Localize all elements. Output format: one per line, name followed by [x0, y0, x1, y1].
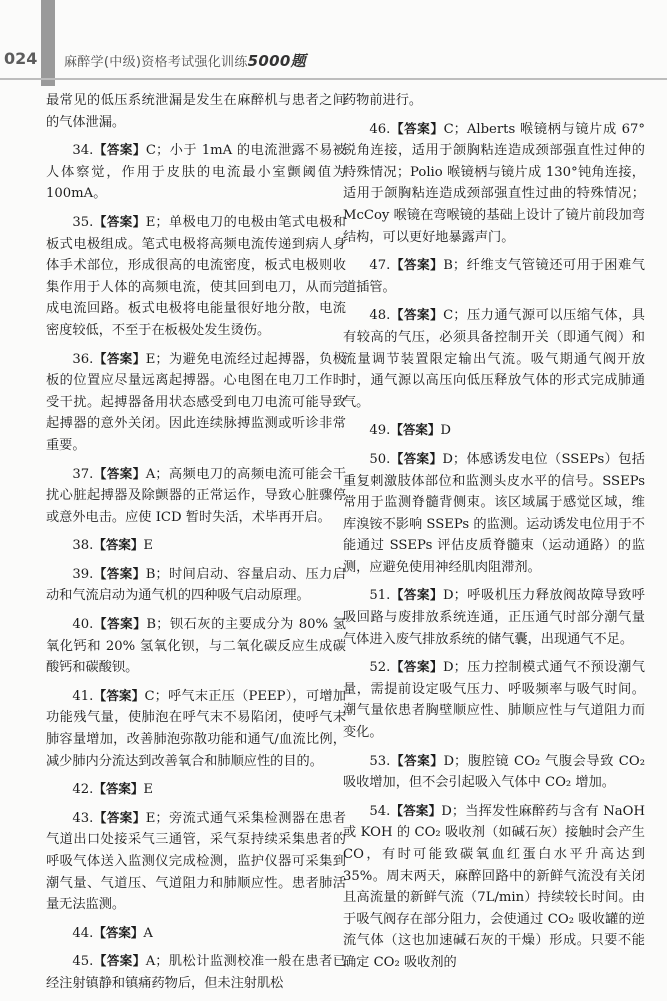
- answer-number: 41.: [72, 688, 94, 704]
- answer-bracket-open: 【: [93, 537, 106, 553]
- answer-number: 50.: [369, 451, 391, 467]
- answer-bracket-close: 】: [430, 752, 444, 768]
- answer-bracket-open: 【: [390, 422, 403, 438]
- answer-item: [343, 254, 645, 298]
- answer-label: 答案: [402, 422, 428, 438]
- left-column: [46, 90, 346, 1001]
- answer-text: B；钡石灰的主要成分为 80% 氢氧化钙和 20% 氢氧化钡，与二氧化碳反应生成碳酸钙和碳酸钡。: [46, 617, 346, 676]
- answer-label: 答案: [404, 257, 431, 273]
- answer-text: C；呼气末正压（PEEP），可增加功能残气量，使肺泡在呼气末不易陷闭，使呼气末肺容量增加，改善肺泡弥散功能和通气/血流比例，减少肺内分流达到改善氧合和肺顺应性的目的。: [46, 688, 346, 769]
- answer-bracket-open: 【: [93, 565, 107, 581]
- answer-bracket-close: 】: [427, 422, 441, 438]
- answer-number: 54.: [369, 803, 391, 819]
- answer-label: 答案: [106, 565, 133, 581]
- answer-bracket-open: 【: [390, 802, 404, 818]
- answer-bracket-close: 】: [429, 659, 443, 675]
- answer-bracket-close: 】: [131, 687, 145, 703]
- answer-label: 答案: [403, 307, 431, 323]
- answer-bracket-close: 】: [430, 307, 444, 323]
- answer-item: [343, 750, 645, 794]
- answer-number: 39.: [72, 566, 94, 582]
- answer-text: A；高频电刀的高频电流可能会干扰心脏起搏器及除颤器的正常运作，导致心脏骤停或意外电击。应使 ICD 暂时失活，术毕再开启。: [46, 466, 346, 525]
- answer-item: [46, 139, 346, 205]
- answer-label: 答案: [106, 809, 133, 825]
- answer-text: D；当挥发性麻醉药与含有 NaOH 或 KOH 的 CO₂ 吸收剂（如碱石灰）接触时会产生 CO，有时可能致碳氧血红蛋白水平升高达到 35%。周末两天，麻醉回路中的新鲜气流没有关闭且高流量的新鲜气流（7L/min）持续较长时间。由于吸气阀存在部分阻力，会使通过 CO₂ 吸收罐的逆流气体（这也加速碱石灰的干燥）形成。只要不能确定 CO₂ 吸收剂的: [343, 803, 645, 970]
- answer-bracket-close: 】: [429, 450, 443, 466]
- answer-label: 答案: [107, 616, 134, 632]
- answer-item: [46, 613, 346, 679]
- answer-bracket-open: 【: [390, 307, 404, 323]
- answer-bracket-open: 【: [93, 616, 108, 632]
- answer-number: 46.: [369, 121, 391, 137]
- answer-bracket-open: 【: [93, 953, 107, 969]
- answer-bracket-open: 【: [93, 687, 107, 703]
- answer-number: 44.: [72, 925, 94, 941]
- answer-bracket-close: 】: [133, 616, 147, 632]
- answer-item: [46, 807, 346, 916]
- answer-label: 答案: [403, 587, 430, 603]
- answer-bracket-close: 】: [428, 802, 442, 818]
- answer-bracket-close: 】: [132, 809, 146, 825]
- answer-item: [46, 950, 346, 994]
- answer-bracket-open: 【: [93, 465, 107, 481]
- book-title-bold: 5000题: [247, 52, 306, 70]
- header-rule: [0, 78, 667, 80]
- answer-text: E: [143, 782, 154, 798]
- answer-label: 答案: [404, 752, 431, 768]
- answer-bracket-open: 【: [390, 587, 404, 603]
- answer-item: [46, 534, 346, 557]
- answer-text: C；小于 1mA 的电流泄露不易被人体察觉，作用于皮肤的电流最小室颤阈值为 100mA。: [46, 143, 346, 202]
- answer-text: D；体感诱发电位（SSEPs）包括重复刺激肢体部位和监测头皮水平的信号。SSEPs 常用于监测脊髓背侧束。该区域属于感觉区域，维库溴铵不影响 SSEPs 的监测。运动诱发电位用于不能通过 SSEPs 评估皮质脊髓束（运动通路）的监测，应避免使用神经肌肉阻滞剂。: [343, 451, 645, 575]
- answer-item: [46, 463, 346, 529]
- answer-item: [343, 118, 645, 249]
- answer-bracket-open: 【: [390, 450, 404, 466]
- answer-bracket-close: 】: [132, 465, 146, 481]
- answer-item: [343, 656, 645, 743]
- answer-label: 答案: [106, 953, 133, 969]
- answer-number: 47.: [369, 258, 391, 274]
- answer-item: [343, 304, 645, 413]
- answer-bracket-open: 【: [93, 781, 106, 797]
- answer-item: [46, 685, 346, 772]
- answer-item: [46, 211, 346, 342]
- continued-text: [46, 90, 346, 133]
- answer-item: [343, 419, 645, 442]
- answer-bracket-close: 】: [132, 953, 146, 969]
- page-header: [0, 0, 667, 86]
- answer-bracket-open: 【: [93, 213, 107, 229]
- answer-number: 40.: [72, 617, 94, 633]
- answer-item: [46, 348, 346, 457]
- answer-label: 答案: [106, 142, 133, 158]
- answer-text: C；压力通气源可以压缩气体，具有较高的气压，必须具备控制开关（即通气阀）和流量调节装置限定输出气流。吸气期通气阀开放时，通气源以高压向低压释放气体的形式完成肺通气。: [343, 308, 645, 410]
- answer-label: 答案: [403, 450, 430, 466]
- answer-text: D；腹腔镜 CO₂ 气腹会导致 CO₂ 吸收增加，但不会引起吸入气体中 CO₂ 增加。: [343, 753, 645, 791]
- answer-text: E；旁流式通气采集检测器在患者气道出口处接采气三通管，采气泵持续采集患者的呼吸气体送入监测仪完成检测，监护仪器可采集到潮气量、气道压、气道阻力和肺顺应性。患者肺活量无法监测。: [46, 810, 346, 913]
- answer-number: 51.: [369, 588, 391, 604]
- answer-bracket-close: 】: [130, 781, 144, 797]
- answer-text: D；压力控制模式通气不预设潮气量，需提前设定吸气压力、呼吸频率与吸气时间。潮气量依患者胸壁顺应性、肺顺应性与气道阻力而变化。: [343, 660, 645, 741]
- answer-text: A；肌松计监测校准一般在患者已经注射镇静和镇痛药物后，但未注射肌松: [46, 954, 346, 991]
- answer-number: 52.: [369, 660, 391, 676]
- answer-text: B；时间启动、容量启动、压力启动和气流启动为通气机的四种吸气启动原理。: [46, 566, 346, 604]
- answer-label: 答案: [105, 781, 131, 797]
- answer-bracket-open: 【: [93, 924, 106, 940]
- page-number: 024: [4, 49, 38, 68]
- answer-bracket-close: 】: [430, 257, 444, 273]
- answer-bracket-close: 】: [430, 120, 444, 136]
- answer-bracket-close: 】: [132, 213, 146, 229]
- answer-bracket-open: 【: [93, 142, 107, 158]
- answer-bracket-close: 】: [429, 587, 443, 603]
- book-title-text: 麻醉学(中级)资格考试强化训练: [64, 55, 248, 70]
- answer-bracket-open: 【: [390, 659, 404, 675]
- answer-item: [343, 584, 645, 650]
- answer-label: 答案: [403, 659, 430, 675]
- answer-bracket-open: 【: [390, 752, 405, 768]
- answer-text: 最常见的低压系统泄漏是发生在麻醉机与患者之间的气体泄漏。: [46, 93, 346, 130]
- answer-number: 53.: [369, 753, 391, 769]
- right-column: [343, 90, 645, 980]
- continued-text: [343, 90, 645, 112]
- answer-text: B；纤维支气管镜还可用于困难气道插管。: [343, 258, 645, 295]
- answer-bracket-open: 【: [93, 350, 107, 366]
- answer-text: 药物前进行。: [343, 93, 423, 108]
- answer-item: [343, 800, 645, 974]
- answer-number: 36.: [72, 351, 94, 367]
- answer-label: 答案: [403, 802, 429, 818]
- answer-item: [46, 922, 346, 945]
- answer-number: 37.: [72, 466, 94, 482]
- answer-number: 49.: [369, 423, 391, 439]
- answer-text: E；单极电刀的电极由笔式电极和板式电极组成。笔式电极将高频电流传递到病人身体手术部位，形成很高的电流密度，板式电极则收集作用于人体的高频电流，使其回到电刀，从而完成电流回路。板式电极将电能量很好地分散，电流密度较低，不至于在板极处发生烫伤。: [46, 214, 346, 338]
- answer-label: 答案: [105, 924, 131, 940]
- answer-text: E: [143, 538, 154, 554]
- book-title: [64, 50, 306, 71]
- answer-number: 35.: [72, 214, 94, 230]
- answer-text: E；为避免电流经过起搏器，负极板的位置应尽量远离起搏器。心电图在电刀工作时受干扰。起搏器备用状态感受到电刀电流可能导致起搏器的意外关闭。因此连续脉搏监测或听诊非常重要。: [46, 351, 346, 453]
- answer-item: [46, 563, 346, 607]
- answer-number: 43.: [72, 810, 94, 826]
- answer-label: 答案: [105, 537, 131, 553]
- answer-bracket-close: 】: [132, 565, 146, 581]
- answer-label: 答案: [106, 687, 132, 703]
- answer-text: D: [440, 423, 451, 439]
- answer-item: [46, 778, 346, 801]
- answer-bracket-open: 【: [390, 120, 405, 136]
- answer-bracket-close: 】: [132, 350, 146, 366]
- answer-bracket-open: 【: [93, 809, 107, 825]
- answer-label: 答案: [106, 213, 133, 229]
- answer-bracket-close: 】: [130, 924, 144, 940]
- answer-label: 答案: [106, 350, 133, 366]
- answer-number: 48.: [369, 308, 391, 324]
- answer-text: D；呼吸机压力释放阀故障导致呼吸回路与废排放系统连通，正压通气时部分潮气量气体进入废气排放系统的储气囊，出现通气不足。: [343, 588, 645, 647]
- answer-bracket-close: 】: [130, 537, 144, 553]
- answer-number: 45.: [72, 954, 94, 970]
- answer-text: A: [143, 925, 153, 941]
- answer-label: 答案: [404, 120, 431, 136]
- answer-number: 42.: [72, 782, 94, 798]
- answer-text: C；Alberts 喉镜柄与镜片成 67°锐角连接，适用于颌胸粘连造成颈部强直性过伸的特殊情况；Polio 喉镜柄与镜片成 130°钝角连接，适用于颌胸粘连造成颈部强直性过曲的特殊情况；McCoy 喉镜在弯喉镜的基础上设计了镜片前段加弯结构，可以更好地暴露声门。: [343, 121, 645, 245]
- answer-number: 34.: [72, 143, 94, 159]
- answer-label: 答案: [106, 465, 133, 481]
- answer-item: [343, 448, 645, 579]
- answer-bracket-close: 】: [132, 142, 146, 158]
- answer-bracket-open: 【: [390, 257, 405, 273]
- answer-number: 38.: [72, 538, 94, 554]
- header-band: [41, 0, 55, 86]
